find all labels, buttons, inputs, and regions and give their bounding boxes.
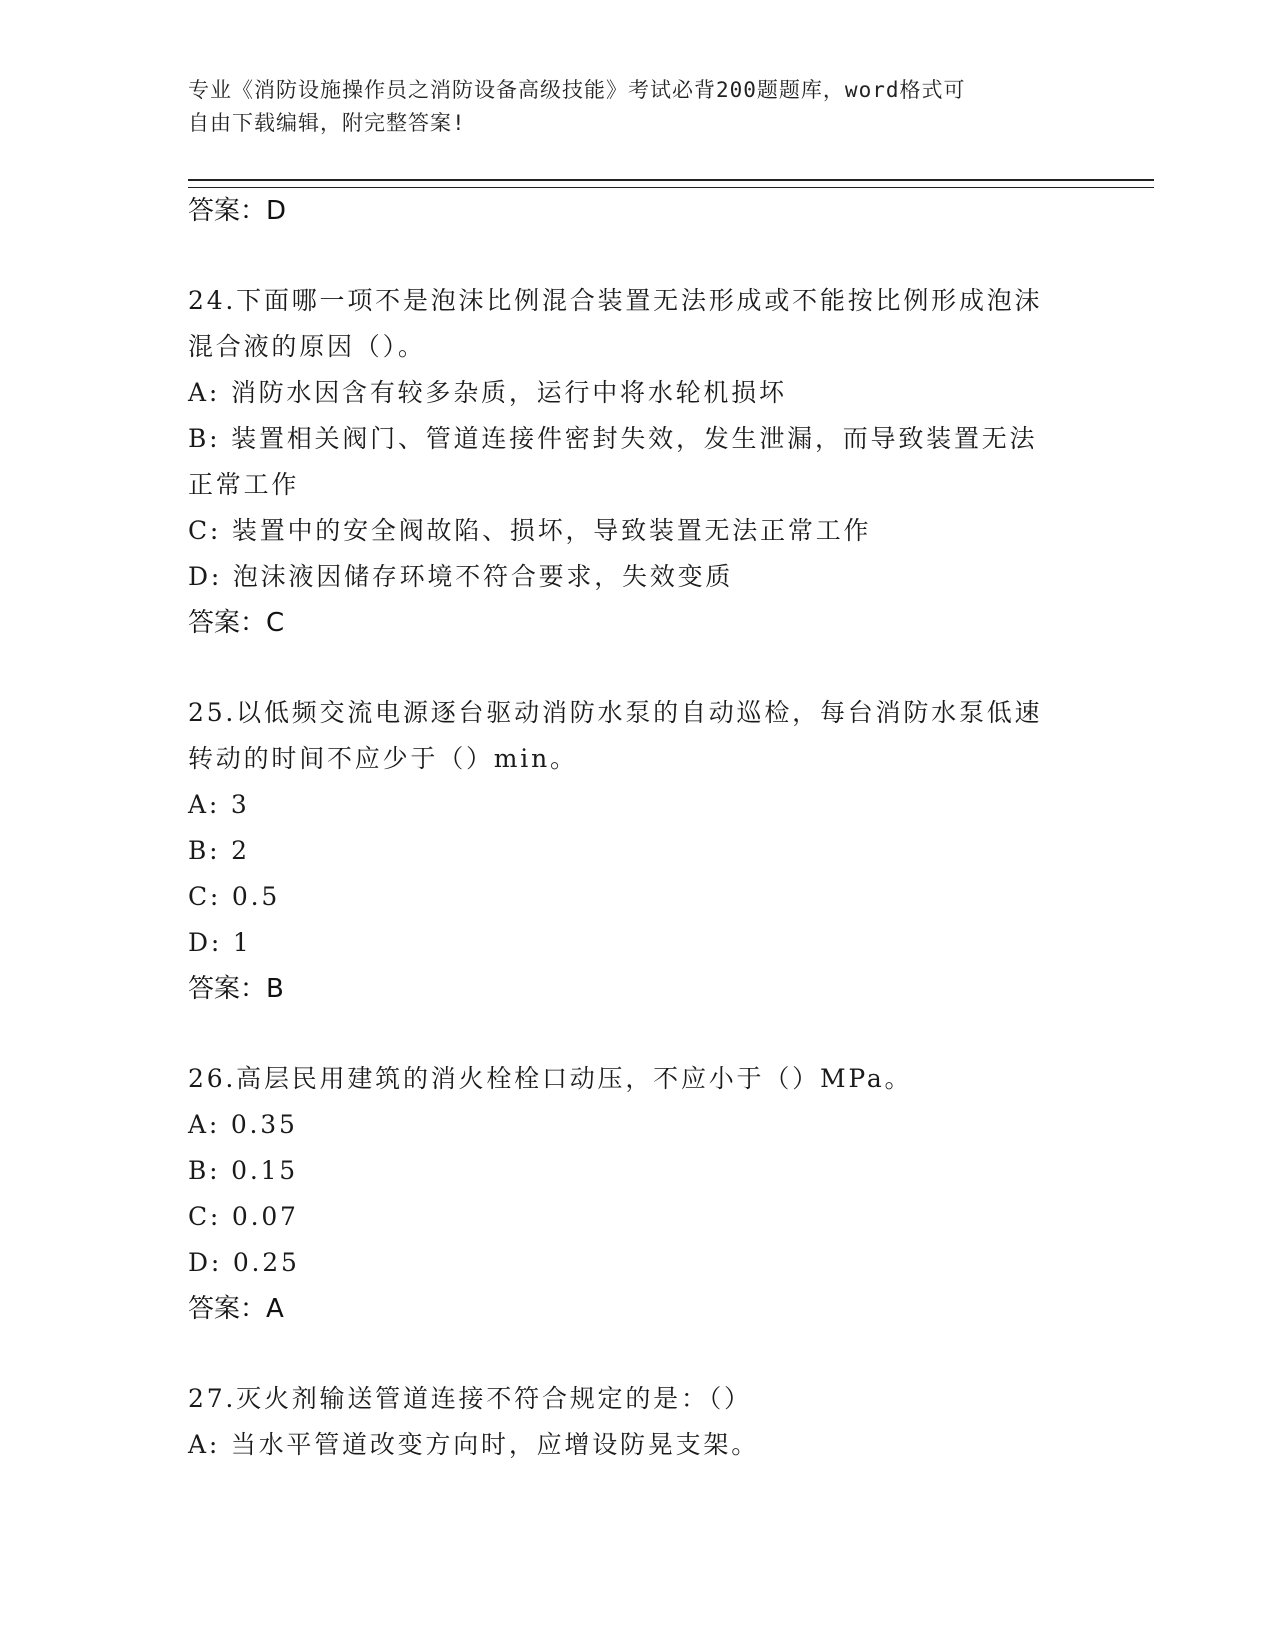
question-26 [188, 1056, 1088, 1332]
question-27-option-a: A: 当水平管道改变方向时，应增设防晃支架。 [188, 1430, 760, 1459]
question-26-option-d: D: 0.25 [188, 1248, 300, 1277]
question-25-option-a: A: 3 [188, 790, 250, 819]
header-rule [188, 179, 1154, 188]
answer-q23: 答案：D [188, 196, 287, 226]
spacer [188, 1012, 1088, 1056]
question-25-stem-line-1: 25.以低频交流电源逐台驱动消防水泵的自动巡检，每台消防水泵低速 [188, 698, 1043, 727]
question-26-option-c: C: 0.07 [188, 1202, 299, 1231]
question-25-option-c: C: 0.5 [188, 882, 281, 911]
spacer [188, 1332, 1088, 1376]
question-25 [188, 690, 1088, 1012]
question-26-option-b: B: 0.15 [188, 1156, 299, 1185]
page-header [188, 74, 1068, 140]
question-24-option-d: D: 泡沫液因储存环境不符合要求，失效变质 [188, 562, 734, 591]
header-line-2: 自由下载编辑，附完整答案! [188, 111, 466, 135]
question-27-stem-line-1: 27.灭火剂输送管道连接不符合规定的是：（） [188, 1384, 752, 1413]
header-line-1: 专业《消防设施操作员之消防设备高级技能》考试必背200题题库，word格式可 [188, 78, 966, 102]
question-24-stem-line-1: 24.下面哪一项不是泡沫比例混合装置无法形成或不能按比例形成泡沫 [188, 286, 1043, 315]
question-24 [188, 278, 1088, 646]
spacer [188, 646, 1088, 690]
question-24-option-b-line-1: B: 装置相关阀门、管道连接件密封失效，发生泄漏，而导致装置无法 [188, 424, 1038, 453]
spacer [188, 234, 1088, 278]
question-26-answer: 答案：A [188, 1294, 284, 1324]
question-24-answer: 答案：C [188, 608, 285, 638]
question-25-option-b: B: 2 [188, 836, 250, 865]
question-24-stem-line-2: 混合液的原因（）。 [188, 332, 426, 361]
question-25-stem-line-2: 转动的时间不应少于（）min。 [188, 744, 578, 773]
question-24-option-c: C: 装置中的安全阀故陷、损坏，导致装置无法正常工作 [188, 516, 872, 545]
question-26-option-a: A: 0.35 [188, 1110, 298, 1139]
question-25-option-d: D: 1 [188, 928, 252, 957]
document-body [188, 188, 1088, 1468]
question-26-stem-line-1: 26.高层民用建筑的消火栓栓口动压，不应小于（）MPa。 [188, 1064, 913, 1093]
question-24-option-b-line-2: 正常工作 [188, 470, 300, 499]
question-27 [188, 1376, 1088, 1468]
question-25-answer: 答案：B [188, 974, 284, 1004]
question-24-option-a: A: 消防水因含有较多杂质，运行中将水轮机损坏 [188, 378, 787, 407]
